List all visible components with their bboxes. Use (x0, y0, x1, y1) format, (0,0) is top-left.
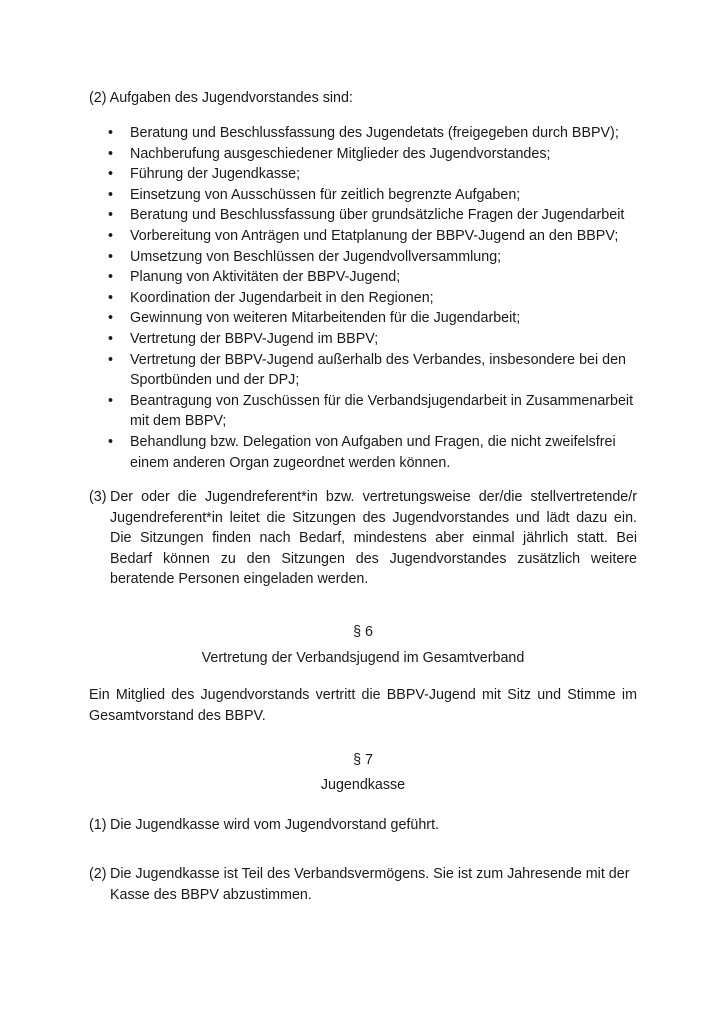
task-list-item (89, 350, 637, 391)
bullet-icon: • (108, 207, 114, 224)
task-text: Beantragung von Zuschüssen für die Verbandsjugendarbeit in Zusammenarbeit mit dem BBPV; (130, 392, 634, 430)
task-text: Vorbereitung von Anträgen und Etatplanung der BBPV-Jugend an den BBPV; (130, 227, 619, 244)
task-list-item (89, 144, 637, 165)
paragraph-text: Die Jugendkasse wird vom Jugendvorstand geführt. (110, 817, 440, 833)
paragraph-number: (3) (89, 489, 107, 505)
paragraph-text: Der oder die Jugendreferent*in bzw. vertretungsweise der/die stellvertretende/r Jugendreferent*in leitet die Sitzungen des Jugendvorstandes und lädt dazu ein. Die Sitzungen finden nach Bedarf, mindestens aber einmal jährlich statt. Bei Bedarf können zu den Sitzungen des Jugendvorstandes zusätzlich weitere beratende Personen eingeladen werden. (110, 489, 637, 588)
section-7-number: § 7 (353, 752, 373, 768)
task-text: Koordination der Jugendarbeit in den Regionen; (130, 289, 434, 306)
paragraph-number: (2) (89, 866, 107, 882)
task-list (89, 123, 637, 473)
task-list-item (89, 205, 637, 226)
task-text: Vertretung der BBPV-Jugend außerhalb des Verbandes, insbesondere bei den Sportbünden und der DPJ; (130, 351, 626, 389)
task-list-item (89, 267, 637, 288)
bullet-icon: • (108, 227, 114, 244)
bullet-icon: • (108, 351, 114, 368)
section-7-title: Jugendkasse (320, 777, 406, 793)
section-7-paragraph-1 (89, 815, 637, 836)
bullet-icon: • (108, 248, 114, 265)
bullet-icon: • (108, 125, 114, 141)
bullet-icon: • (108, 145, 114, 162)
section-6-text: Ein Mitglied des Jugendvorstands vertritt die BBPV-Jugend mit Sitz und Stimme im Gesamtvorstand des BBPV. (89, 687, 637, 724)
paragraph-text: Die Jugendkasse ist Teil des Verbandsvermögens. Sie ist zum Jahresende mit der Kasse des BBPV abzustimmen. (110, 866, 630, 903)
task-text: Planung von Aktivitäten der BBPV-Jugend; (130, 269, 401, 286)
bullet-icon: • (108, 392, 114, 409)
paragraph-number: (2) (89, 90, 107, 106)
task-list-item (89, 288, 637, 309)
section-5-paragraph-3 (89, 487, 637, 590)
task-list-item (89, 164, 637, 185)
task-list-item (89, 432, 637, 473)
bullet-icon: • (108, 166, 114, 183)
task-text: Vertretung der BBPV-Jugend im BBPV; (130, 330, 379, 347)
bullet-icon: • (108, 310, 114, 327)
bullet-icon: • (108, 433, 114, 450)
paragraph-heading: Aufgaben des Jugendvorstandes sind: (109, 90, 353, 106)
section-6-title: Vertretung der Verbandsjugend im Gesamtverband (201, 650, 525, 666)
paragraph-number: (1) (89, 817, 107, 833)
task-list-item (89, 308, 637, 329)
task-text: Nachberufung ausgeschiedener Mitglieder des Jugendvorstandes; (130, 145, 551, 162)
task-text: Behandlung bzw. Delegation von Aufgaben und Fragen, die nicht zweifelsfrei einem anderen Organ zugeordnet werden können. (130, 433, 616, 471)
section-5-paragraph-2-heading (89, 88, 637, 109)
bullet-icon: • (108, 269, 114, 286)
task-text: Beratung und Beschlussfassung des Jugendetats (freigegeben durch BBPV); (130, 125, 619, 141)
task-list-item (89, 185, 637, 206)
task-list-item (89, 329, 637, 350)
bullet-icon: • (108, 289, 114, 306)
section-6-number: § 6 (353, 624, 373, 640)
task-text: Umsetzung von Beschlüssen der Jugendvollversammlung; (130, 248, 502, 265)
task-list-item (89, 391, 637, 432)
task-list-item (89, 247, 637, 268)
section-7-paragraph-2 (89, 864, 637, 905)
bullet-icon: • (108, 330, 114, 347)
bullet-icon: • (108, 186, 114, 203)
bullet-list (89, 123, 637, 473)
task-list-item (89, 226, 637, 247)
task-text: Einsetzung von Ausschüssen für zeitlich begrenzte Aufgaben; (130, 186, 521, 203)
task-text: Beratung und Beschlussfassung über grundsätzliche Fragen der Jugendarbeit (130, 207, 625, 224)
task-text: Führung der Jugendkasse; (130, 166, 301, 183)
task-text: Gewinnung von weiteren Mitarbeitenden für die Jugendarbeit; (130, 310, 521, 327)
task-list-item (89, 123, 637, 144)
